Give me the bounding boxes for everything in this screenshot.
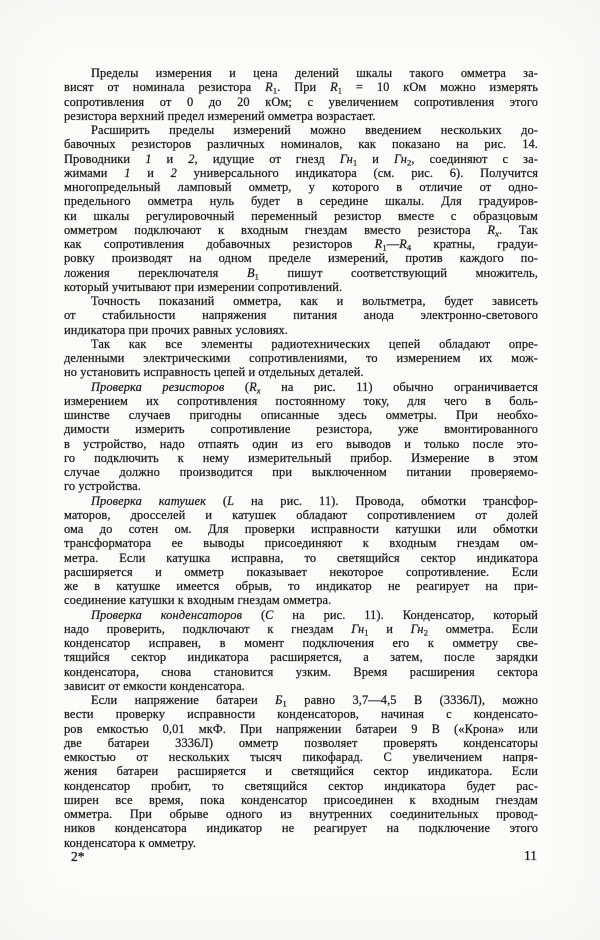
text-segment: ома до сотен ом. Для проверки исправности катушки или обмотки (64, 522, 538, 536)
text-segment: на рис. 11). Провода, обмотки трансфор- (234, 493, 538, 508)
text-segment: 2 (407, 157, 412, 167)
text-segment: тящийся сектор индикатора расширяется, а затем, после зарядки (64, 650, 538, 665)
text-line (64, 166, 538, 180)
text-segment: трансформатора ее выводы присоединяют к входным гнездам ом- (64, 536, 538, 551)
text-segment: предельного омметра нуль будет в середине шкалы. Для градуиров- (64, 194, 538, 209)
text-segment: R (374, 237, 383, 251)
text-segment: димости измерить сопротивление резистора, уже вмонтированного (64, 422, 538, 437)
text-segment: С (265, 607, 274, 622)
text-segment: конденсатор пробит, то светящийся сектор индикатора будет рас- (64, 778, 538, 793)
text-segment: ложения переключателя (64, 265, 247, 280)
paragraph (64, 123, 538, 294)
text-segment: Гн (351, 621, 365, 636)
text-segment: зависит от емкости конденсатора. (64, 678, 245, 693)
text-segment: который учитывают при измерении сопротивлений. (64, 279, 343, 294)
text-segment: маторов, дросселей и катушек обладают сопротивлением от долей (64, 507, 538, 522)
text-line (64, 494, 538, 508)
text-segment: жения батареи расширяется и светящийся сектор индикатора. Если (64, 764, 538, 779)
text-segment: Б (275, 693, 283, 707)
text-segment: пишут соответствующий множитель, (259, 265, 538, 280)
text-segment: Гн (339, 151, 353, 166)
text-segment: x (256, 385, 261, 395)
text-segment: Расширить пределы измерений можно введением нескольких до- (91, 123, 538, 137)
text-segment: индикатора при прочих равных условиях. (64, 322, 288, 337)
text-line (64, 836, 538, 850)
text-segment: Пределы измерения и цена делений шкалы такого омметра за- (91, 66, 538, 80)
text-segment: Гн (394, 151, 408, 166)
text-line (64, 408, 538, 422)
text-line (64, 422, 538, 436)
text-line (64, 95, 538, 109)
text-line (64, 508, 538, 522)
text-segment: 1 (145, 151, 152, 166)
text-segment: ровку производят на одном пределе измерений, против каждого по- (64, 251, 538, 266)
text-line (64, 323, 538, 337)
text-line (64, 693, 538, 707)
signature-mark: 2* (71, 849, 85, 864)
paragraph (64, 337, 538, 380)
text-segment: резистора верхний предел измерений омметра возрастает. (64, 108, 376, 123)
text-line (64, 80, 538, 94)
text-segment: R (249, 379, 257, 394)
text-segment: Проверка конденсаторов (91, 607, 243, 622)
text-segment: вести проверку исправности конденсаторов, начиная с конденсато- (64, 707, 538, 722)
text-line (64, 152, 538, 166)
text-line (64, 351, 538, 365)
page-number: 11 (524, 848, 537, 863)
text-segment: , идущие от гнезд (194, 151, 340, 166)
text-segment: . При (277, 80, 331, 95)
text-segment: го устройства. (64, 479, 141, 494)
text-segment: и (368, 621, 411, 636)
text-line (64, 650, 538, 664)
text-line (64, 337, 538, 351)
text-segment: емкостью от нескольких тысяч пикофарад. С увеличением напря- (64, 750, 538, 764)
text-line (64, 380, 538, 394)
text-segment: же в катушке имеется обрыв, то индикатор не реагирует на при- (64, 579, 538, 593)
paragraph (64, 693, 538, 850)
text-line (64, 437, 538, 451)
text-line (64, 223, 538, 237)
text-segment: две батареи 3336Л) омметр позволяет проверять конденсаторы (64, 735, 538, 750)
text-segment: L (227, 493, 235, 508)
text-line (64, 251, 538, 265)
text-segment: ников конденсатора индикатор не реагирует на подключение этого (64, 821, 538, 836)
text-segment: = 10 кОм можно измерять (342, 80, 539, 95)
text-segment: x (495, 228, 499, 239)
text-line (64, 551, 538, 565)
text-segment: 1 (382, 242, 387, 253)
text-segment: и (151, 151, 189, 166)
text-segment: деленными электрическими сопротивлениями, то измерением их мож- (64, 351, 538, 365)
text-line (64, 736, 538, 750)
text-segment: Так как все элементы радиотехнических цепей обладают опре- (91, 336, 538, 351)
text-segment: Если напряжение батареи (91, 693, 276, 707)
text-line (64, 479, 538, 493)
text-line (64, 266, 538, 280)
text-line (64, 209, 538, 223)
paragraph (64, 608, 538, 694)
text-segment: расширяется и омметр показывает некоторое сопротивление. Если (64, 564, 538, 579)
text-line (64, 707, 538, 721)
text-line (64, 779, 538, 793)
paragraph (64, 494, 538, 608)
text-segment: конденсатор исправен, в момент подключения его к омметру све- (64, 636, 538, 650)
text-block (64, 66, 538, 850)
text-line (64, 579, 538, 593)
text-segment: конденсатора, снова становится узким. Время расширения сектора (64, 664, 538, 679)
text-line (64, 821, 538, 835)
text-segment: 1 (364, 627, 369, 638)
text-segment: кратны, градуи- (411, 237, 538, 251)
text-segment: — (386, 237, 400, 251)
text-segment: многопредельный ламповый омметр, у которого в отличие от одно- (64, 180, 538, 194)
text-segment: 1 (352, 157, 358, 167)
text-line (64, 123, 538, 137)
text-segment: 2 (423, 627, 429, 638)
text-segment: 1 (254, 271, 260, 281)
text-line (64, 522, 538, 536)
text-line (64, 665, 538, 679)
text-line (64, 565, 538, 579)
text-segment: Проводники (64, 151, 146, 166)
text-line (64, 237, 538, 251)
text-segment: 1 (124, 165, 131, 180)
text-segment: 1 (337, 85, 343, 96)
text-segment: от стабильности напряжения питания анода электронно-светового (64, 308, 538, 323)
text-segment: на рис. 11). Конденсатор, который (273, 607, 538, 622)
text-line (64, 636, 538, 650)
text-segment: Гн (410, 621, 424, 636)
text-line (64, 764, 538, 778)
text-line (64, 622, 538, 636)
text-segment: ров емкостью 0,01 мкФ. При напряжении батареи 9 В («Крона» или (64, 721, 538, 736)
text-line (64, 280, 538, 294)
text-segment: как сопротивления добавочных резисторов (64, 237, 375, 251)
text-segment: 1 (282, 698, 287, 709)
text-segment: Проверка резисторов (91, 379, 225, 394)
paragraph (64, 294, 538, 337)
text-line (64, 536, 538, 550)
text-line (64, 608, 538, 622)
text-segment: висят от номинала резистора (64, 80, 266, 95)
text-segment: R (487, 222, 496, 237)
text-segment: омметра. При обрыве одного из внутренних соединительных провод- (64, 807, 538, 821)
text-line (64, 365, 538, 379)
text-segment: ( (224, 379, 250, 394)
text-segment: Проверка катушек (91, 493, 206, 508)
text-segment: ( (242, 607, 266, 622)
text-segment: случае должно производится при выключенном питании проверяемо- (64, 465, 538, 479)
text-segment: R (330, 80, 338, 95)
text-segment: шинстве случаев пригодны описанные здесь омметры. При необхо- (64, 408, 538, 422)
text-segment: универсального индикатора (см. рис. 6). Получится (176, 165, 538, 180)
text-segment: Точность показаний омметра, как и вольтметра, будет зависеть (91, 294, 538, 308)
text-line (64, 679, 538, 693)
text-segment: го подключить к нему измерительный прибор. Измерение в этом (64, 450, 538, 465)
text-segment: омметром подключают к входным гнездам вместо резистора (64, 222, 488, 237)
text-line (64, 807, 538, 821)
text-line (64, 750, 538, 764)
text-segment: равно 3,7—4,5 В (3336Л), можно (286, 693, 538, 707)
text-line (64, 451, 538, 465)
text-segment: ширен все время, пока конденсатор присоединен к входным гнездам (64, 792, 538, 807)
text-line (64, 180, 538, 194)
text-line (64, 722, 538, 736)
text-segment: бавочных резисторов различных номиналов, как показано на рис. 14. (64, 137, 538, 152)
text-segment: , соединяют с за- (411, 151, 538, 166)
text-segment: 4 (406, 242, 412, 253)
text-segment: метра. Если катушка исправна, то светящийся сектор индикатора (64, 550, 538, 565)
paragraph (64, 66, 538, 123)
text-line (64, 194, 538, 208)
text-segment: и (130, 165, 171, 180)
text-segment: соединение катушки к входным гнездам омметра. (64, 593, 332, 608)
text-line (64, 793, 538, 807)
text-line (64, 137, 538, 151)
text-segment: 2 (188, 151, 195, 166)
text-segment: на рис. 11) обычно ограничивается (260, 379, 538, 394)
text-segment: и (357, 151, 394, 166)
text-segment: ( (205, 493, 228, 508)
text-segment: но установить исправность цепей и отдельных деталей. (64, 365, 364, 380)
text-line (64, 465, 538, 479)
text-segment: сопротивления от 0 до 20 кОм; с увеличением сопротивления этого (64, 94, 538, 109)
text-segment: 2 (170, 165, 177, 180)
text-segment: В (247, 265, 255, 280)
text-line (64, 66, 538, 80)
text-segment: жимами (64, 165, 125, 180)
text-segment: ки шкалы регулировочный переменный резистор вместе с образцовым (64, 208, 538, 223)
text-segment: R (399, 237, 407, 251)
text-line (64, 308, 538, 322)
text-segment: измерением их сопротивления постоянному току, для чего в боль- (64, 393, 538, 408)
text-segment: конденсатора к омметру. (64, 835, 196, 850)
text-line (64, 109, 538, 123)
text-line (64, 593, 538, 607)
text-segment: . Так (498, 222, 538, 237)
text-segment: 1 (272, 85, 278, 96)
text-segment: надо проверить, подключают к гнездам (64, 621, 352, 636)
text-segment: омметра. Если (428, 621, 538, 636)
paragraph (64, 380, 538, 494)
text-segment: в устройство, надо отпаять один из его выводов и только после это- (64, 436, 538, 451)
text-line (64, 394, 538, 408)
text-line (64, 294, 538, 308)
text-segment: R (265, 80, 273, 95)
